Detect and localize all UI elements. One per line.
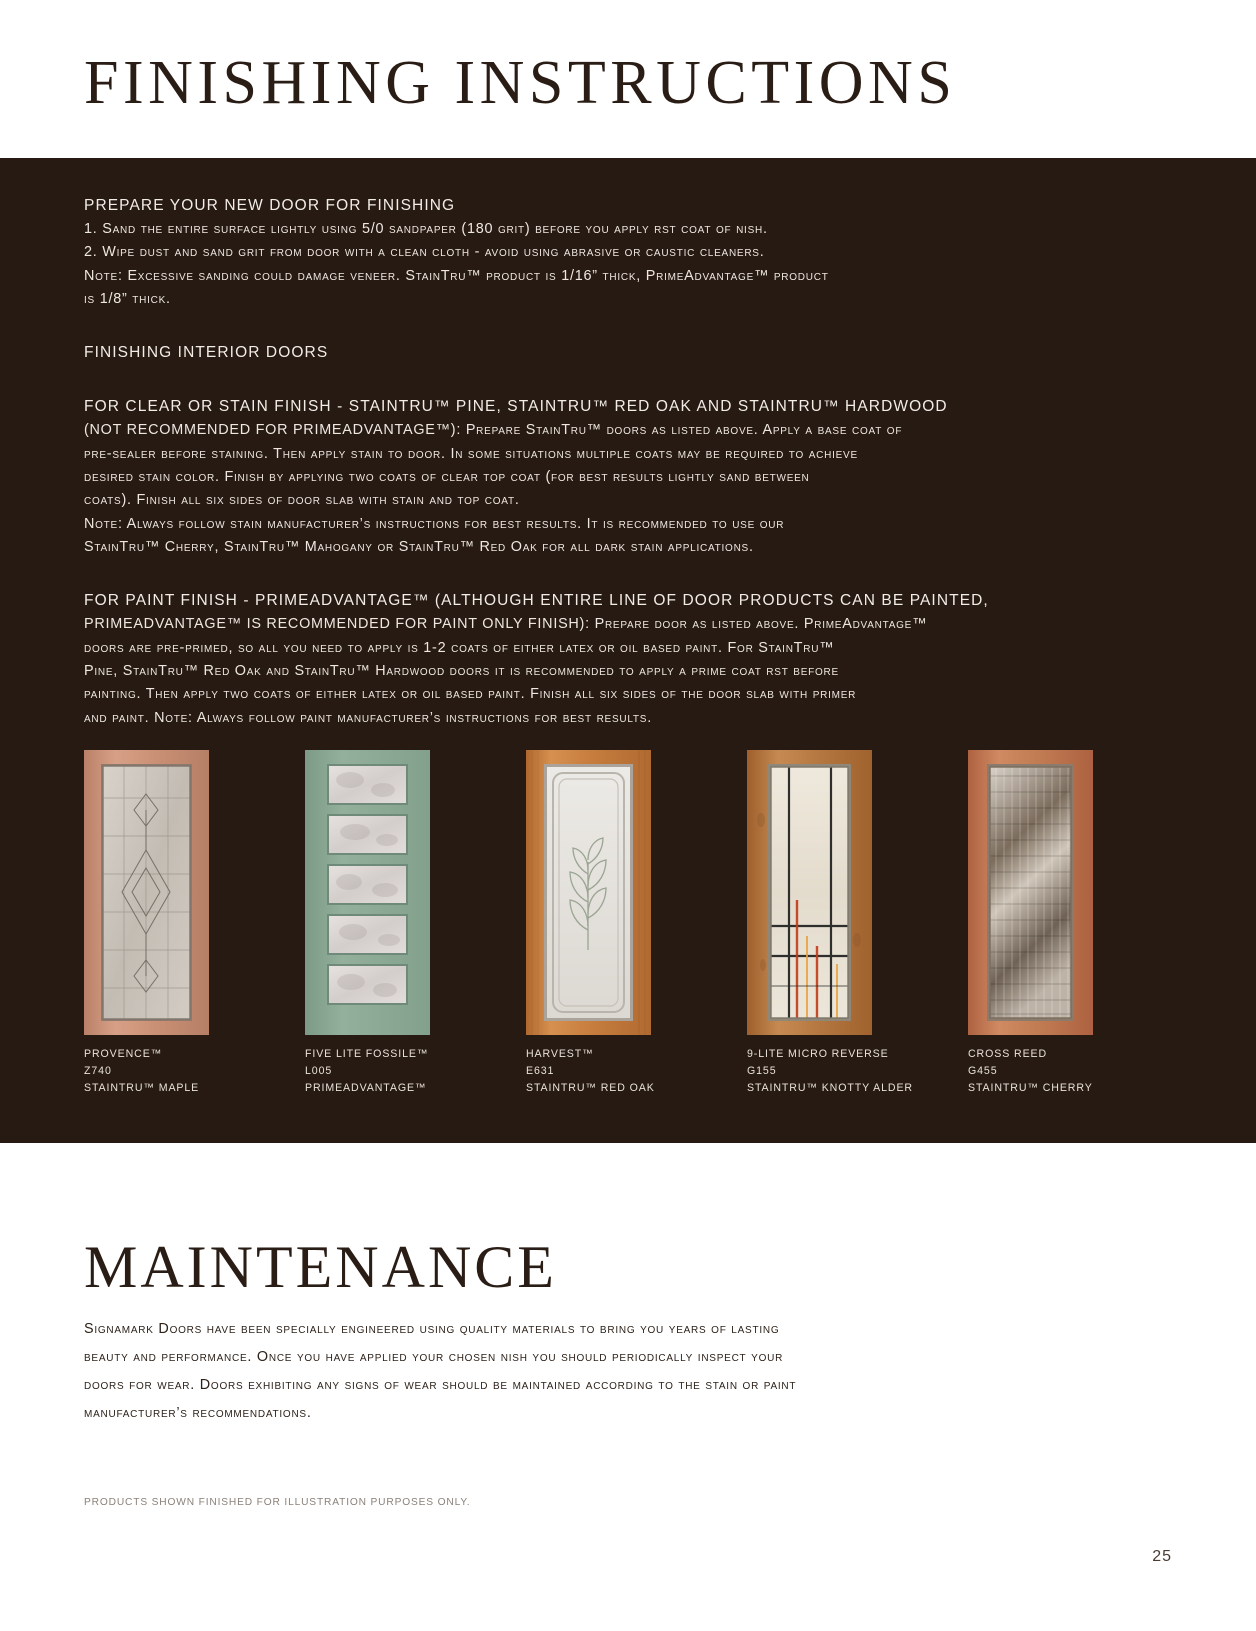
door-caption-harvest [526, 1046, 712, 1097]
door-item-five-lite-fossile [305, 750, 491, 1097]
door-gallery [84, 750, 1154, 1097]
door-illustration-botanical [526, 750, 651, 1035]
door-code: Z740 [84, 1065, 112, 1078]
clear-stain-section [84, 395, 1144, 559]
clear-stain-line-4: coats). Finish all six sides of door slab with stain and top coat. [84, 492, 520, 509]
door-caption-provence [84, 1046, 270, 1097]
page-title: FINISHING INSTRUCTIONS [84, 49, 957, 117]
door-material: STAINTRU™ CHERRY [968, 1082, 1093, 1095]
door-caption-five-lite-fossile [305, 1046, 491, 1097]
door-image-provence [84, 750, 209, 1035]
door-material: STAINTRU™ KNOTTY ALDER [747, 1082, 913, 1095]
prepare-line-3: Note: Excessive sanding could damage veneer. StainTru™ product is 1/16” thick, PrimeAdvantage™ product [84, 267, 829, 284]
paint-line-3: Pine, StainTru™ Red Oak and StainTru™ Hardwood doors it is recommended to apply a prime coat rst before [84, 663, 839, 679]
maintenance-line-3: doors for wear. Doors exhibiting any signs of wear should be maintained according to the stain or paint [84, 1377, 797, 1394]
prepare-section [84, 194, 1144, 311]
door-material: STAINTRU™ MAPLE [84, 1082, 200, 1095]
door-item-cross-reed [968, 750, 1154, 1097]
finishing-instructions-panel [0, 158, 1256, 1143]
door-code: E631 [526, 1065, 555, 1078]
prepare-line-2: 2. Wipe dust and sand grit from door with a clean cloth - avoid using abrasive or caustic cleaners. [84, 244, 765, 261]
paint-heading: FOR PAINT FINISH - PRIMEADVANTAGE™ (ALTHOUGH ENTIRE LINE OF DOOR PRODUCTS CAN BE PAINTED, [84, 592, 989, 610]
door-image-harvest [526, 750, 651, 1035]
clear-stain-line-5: Note: Always follow stain manufacturer’s instructions for best results. It is recommended to use our [84, 515, 785, 532]
clear-stain-line-1: (NOT RECOMMENDED FOR PRIMEADVANTAGE™): Prepare StainTru™ doors as listed above. Apply a base coat of [84, 422, 903, 439]
paint-line-1: PRIMEADVANTAGE™ IS RECOMMENDED FOR PAINT ONLY FINISH): Prepare door as listed above. PrimeAdvantage™ [84, 616, 928, 633]
interior-section [84, 341, 1144, 365]
door-name: 9-LITE MICRO REVERSE [747, 1048, 889, 1060]
door-item-harvest [526, 750, 712, 1097]
instructions-text-block [84, 194, 1144, 730]
maintenance-title: MAINTENANCE [84, 1234, 557, 1300]
door-material: PRIMEADVANTAGE™ [305, 1082, 427, 1095]
door-name: PROVENCE™ [84, 1048, 163, 1060]
prepare-line-4: is 1/8” thick. [84, 291, 171, 307]
clear-stain-line-3: desired stain color. Finish by applying two coats of clear top coat (for best results lightly sand between [84, 469, 810, 486]
door-code: G455 [968, 1065, 998, 1078]
paint-line-2: doors are pre-primed, so all you need to apply is 1-2 coats of either latex or oil based paint. For StainTru™ [84, 639, 835, 656]
door-item-provence [84, 750, 270, 1097]
door-code: G155 [747, 1065, 777, 1078]
door-name: HARVEST™ [526, 1048, 594, 1060]
door-material: STAINTRU™ RED OAK [526, 1082, 655, 1095]
clear-stain-heading: FOR CLEAR OR STAIN FINISH - STAINTRU™ PINE, STAINTRU™ RED OAK AND STAINTRU™ HARDWOOD [84, 398, 948, 416]
paint-section [84, 589, 1144, 730]
maintenance-line-4: manufacturer’s recommendations. [84, 1405, 312, 1422]
illustration-disclaimer: PRODUCTS SHOWN FINISHED FOR ILLUSTRATION PURPOSES ONLY. [84, 1497, 471, 1508]
prepare-heading: PREPARE YOUR NEW DOOR FOR FINISHING [84, 197, 456, 214]
maintenance-section [0, 1143, 1256, 1631]
interior-heading: FINISHING INTERIOR DOORS [84, 344, 329, 362]
door-name: FIVE LITE FOSSILE™ [305, 1048, 429, 1060]
door-code: L005 [305, 1065, 333, 1078]
spacer [84, 365, 1144, 395]
maintenance-line-1: Signamark Doors have been specially engineered using quality materials to bring you years of lasting [84, 1321, 780, 1337]
spacer [84, 311, 1144, 341]
maintenance-body [84, 1315, 1144, 1427]
door-caption-cross-reed [968, 1046, 1154, 1097]
page-header [0, 0, 1256, 158]
door-caption-9-lite-micro-reverse [747, 1046, 933, 1097]
clear-stain-line-2: pre-sealer before staining. Then apply stain to door. In some situations multiple coats may be required to achieve [84, 445, 858, 462]
door-item-9-lite-micro-reverse [747, 750, 933, 1097]
door-illustration-cross-reed [968, 750, 1093, 1035]
spacer [84, 559, 1144, 589]
door-illustration-five-lite [305, 750, 430, 1035]
paint-line-4: painting. Then apply two coats of either latex or oil based paint. Finish all six sides of the door slab with primer [84, 686, 857, 703]
door-image-five-lite-fossile [305, 750, 430, 1035]
maintenance-line-2: beauty and performance. Once you have applied your chosen nish you should periodically inspect your [84, 1349, 784, 1366]
door-illustration-leaded-diamond [84, 750, 209, 1035]
door-illustration-micro-reverse [747, 750, 872, 1035]
paint-line-5: and paint. Note: Always follow paint manufacturer’s instructions for best results. [84, 709, 652, 726]
prepare-line-1: 1. Sand the entire surface lightly using 5/0 sandpaper (180 grit) before you apply rst coat of nish. [84, 221, 768, 238]
clear-stain-line-6: StainTru™ Cherry, StainTru™ Mahogany or StainTru™ Red Oak for all dark stain applications. [84, 539, 754, 555]
door-name: CROSS REED [968, 1048, 1048, 1060]
door-image-9-lite-micro-reverse [747, 750, 872, 1035]
page-number: 25 [1152, 1548, 1172, 1565]
door-image-cross-reed [968, 750, 1093, 1035]
